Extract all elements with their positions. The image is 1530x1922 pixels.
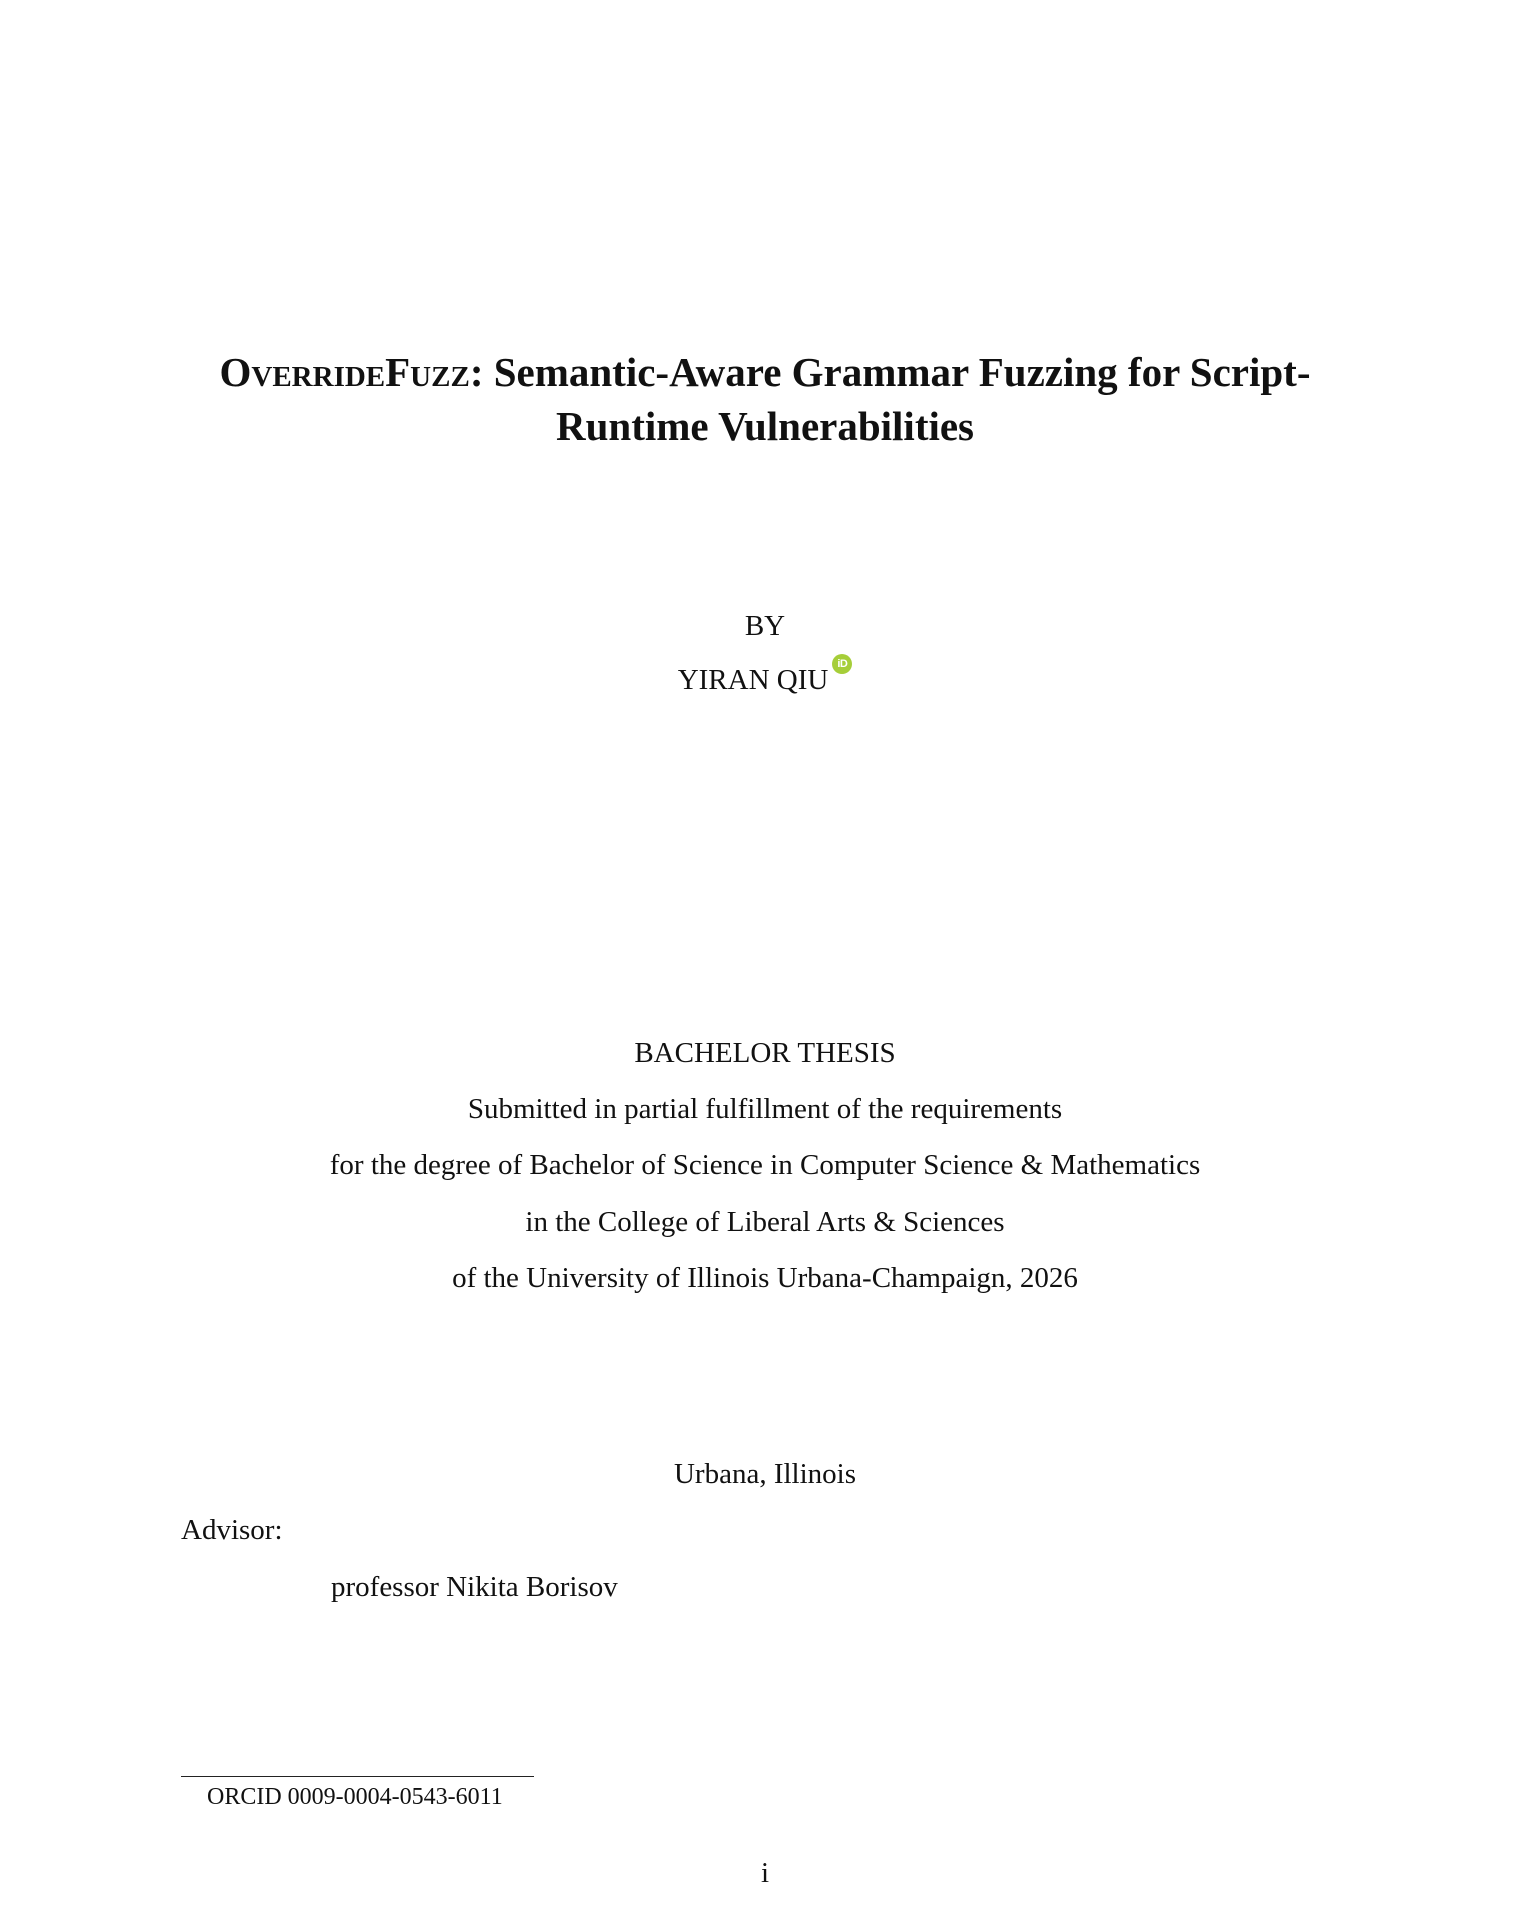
thesis-statement-line-4: of the University of Illinois Urbana-Champaign, 2026 bbox=[452, 1262, 1078, 1294]
author-line bbox=[0, 658, 1530, 698]
advisor-name: professor Nikita Borisov bbox=[331, 1571, 618, 1603]
footnote-rule bbox=[181, 1776, 534, 1777]
advisor-label: Advisor: bbox=[181, 1514, 283, 1546]
by-label: BY bbox=[744, 610, 786, 642]
thesis-statement-line-2: for the degree of Bachelor of Science in Computer Science & Mathematics bbox=[329, 1149, 1201, 1181]
thesis-statement-line-3: in the College of Liberal Arts & Sciences bbox=[525, 1206, 1005, 1238]
title-line-2: Runtime Vulnerabilities bbox=[555, 403, 975, 449]
title-system-name: OverrideFuzz bbox=[219, 349, 470, 395]
author-name: YIRAN QIU bbox=[677, 664, 829, 696]
title-line-1-rest: : Semantic-Aware Grammar Fuzzing for Script- bbox=[469, 349, 1311, 395]
thesis-type: BACHELOR THESIS bbox=[634, 1037, 896, 1069]
page-number: i bbox=[760, 1857, 770, 1889]
orcid-icon[interactable]: iD bbox=[832, 654, 852, 674]
thesis-statement-line-1: Submitted in partial fulfillment of the requirements bbox=[467, 1093, 1063, 1125]
location: Urbana, Illinois bbox=[673, 1458, 856, 1490]
footnote-orcid: ORCID 0009-0004-0543-6011 bbox=[207, 1784, 503, 1810]
title-line-1 bbox=[0, 345, 1530, 399]
